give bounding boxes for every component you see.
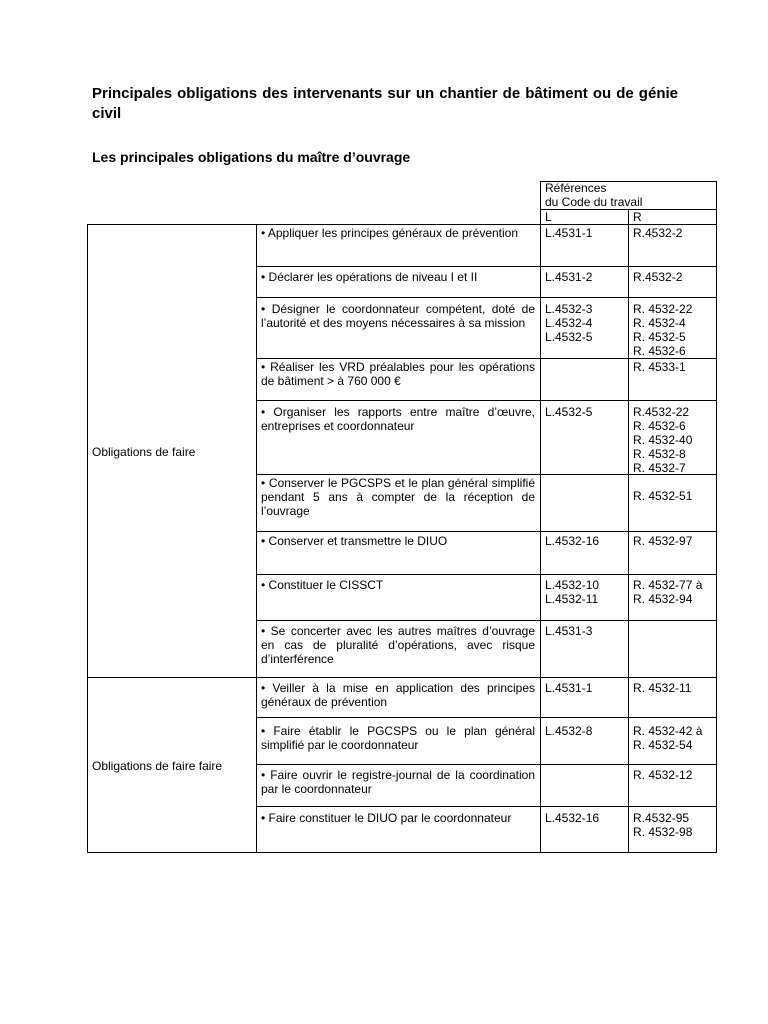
reference-l: L.4531-3 [545,624,593,638]
obligation-text: • Réaliser les VRD préalables pour les opérations de bâtiment > à 760 000 € [261,360,535,388]
obligation-text: • Faire ouvrir le registre-journal de la coordination par le coordonnateur [261,768,535,796]
reference-l: L.4532-3 L.4532-4 L.4532-5 [545,302,593,344]
reference-l: L.4532-16 [545,534,600,548]
reference-l: L.4531-1 [545,681,593,695]
table-rule [256,531,717,532]
obligation-text: • Faire établir le PGCSPS ou le plan général simplifié par le coordonnateur [261,724,535,752]
reference-r: R.4532-2 [633,226,683,240]
header-col-r: R [633,210,642,224]
header-references: Références du Code du travail [545,181,643,209]
table-rule [256,764,717,765]
obligation-text: • Veiller à la mise en application des principes généraux de prévention [261,681,535,709]
group-label: Obligations de faire faire [92,759,223,773]
table-rule [628,209,629,853]
obligation-text: • Conserver le PGCSPS et le plan général simplifié pendant 5 ans à compter de la réception de l’ouvrage [261,476,535,518]
obligation-text: • Conserver et transmettre le DIUO [261,534,448,548]
table-rule [716,181,717,853]
table-rule [256,806,717,807]
reference-l: L.4531-2 [545,270,593,284]
reference-r: R.4532-2 [633,270,683,284]
document-title: Principales obligations des intervenants sur un chantier de bâtiment ou de génie civil [92,85,678,122]
reference-l: L.4532-8 [545,724,593,738]
table-rule [87,677,717,678]
obligation-text: • Constituer le CISSCT [261,578,384,592]
reference-l: L.4532-5 [545,405,593,419]
obligation-text: • Appliquer les principes généraux de prévention [261,226,519,240]
reference-r: R.4532-22 R. 4532-6 R. 4532-40 R. 4532-8 R. 4532-7 [633,405,693,475]
reference-r: R. 4532-11 [633,681,692,695]
reference-l: L.4531-1 [545,226,593,240]
table-rule [540,181,541,853]
reference-l: L.4532-16 [545,811,600,825]
reference-r: R. 4532-51 [633,489,693,503]
table-rule [256,297,717,298]
reference-r: R. 4532-12 [633,768,693,782]
reference-r: R. 4532-77 à R. 4532-94 [633,578,703,606]
obligation-text: • Désigner le coordonnateur compétent, doté de l’autorité et des moyens nécessaires à sa mission [261,302,535,330]
obligation-text: • Organiser les rapports entre maître d’œuvre, entreprises et coordonnateur [261,405,535,433]
reference-r: R.4532-95 R. 4532-98 [633,811,693,839]
table-rule [256,400,717,401]
obligation-text: • Se concerter avec les autres maîtres d’ouvrage en cas de pluralité d’opérations, avec risque d’interférence [261,624,535,666]
table-rule [87,224,88,853]
section-subtitle: Les principales obligations du maître d’ouvrage [92,149,411,165]
reference-r: R. 4532-42 à R. 4532-54 [633,724,703,752]
group-label: Obligations de faire [92,445,196,459]
table-rule [256,224,257,853]
reference-r: R. 4533-1 [633,360,686,374]
table-rule [256,717,717,718]
reference-l: L.4532-10 L.4532-11 [545,578,600,606]
table-rule [87,224,717,225]
obligation-text: • Déclarer les opérations de niveau I et II [261,270,478,284]
table-rule [256,574,717,575]
table-rule [87,852,717,853]
table-rule [256,620,717,621]
header-col-l: L [545,210,552,224]
table-rule [256,358,717,359]
obligation-text: • Faire constituer le DIUO par le coordonnateur [261,811,512,825]
table-rule [256,266,717,267]
reference-r: R. 4532-22 R. 4532-4 R. 4532-5 R. 4532-6 [633,302,693,358]
reference-r: R. 4532-97 [633,534,693,548]
